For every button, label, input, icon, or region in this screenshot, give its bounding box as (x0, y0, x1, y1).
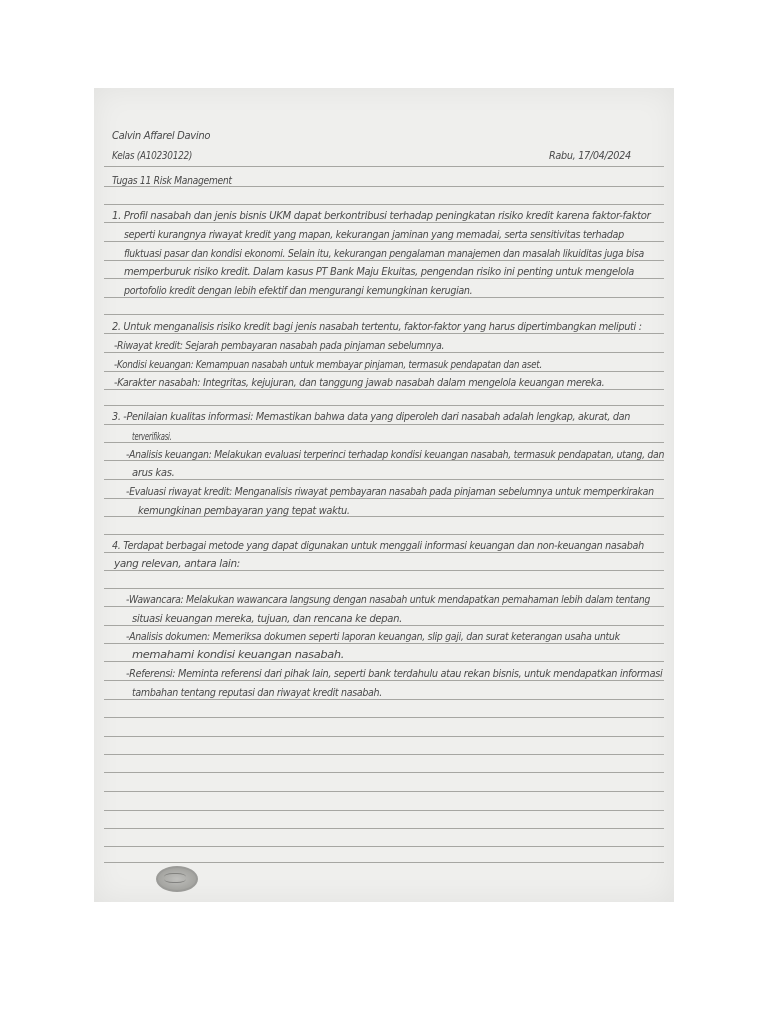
ruled-line (104, 828, 664, 829)
ruled-line (104, 791, 664, 792)
ruled-line (104, 314, 664, 315)
assignment-title: Tugas 11 Risk Management (112, 175, 232, 187)
answer-1-line-3: fluktuasi pasar dan kondisi ekonomi. Selain itu, kekurangan pengalaman manajemen dan masalah likuiditas juga bisa (124, 248, 644, 260)
ruled-line (104, 278, 664, 279)
answer-1-line-4: memperburuk risiko kredit. Dalam kasus PT Bank Maju Ekuitas, pengendan risiko ini penting untuk mengelola (124, 266, 634, 278)
ruled-line (104, 754, 664, 755)
answer-1-line-5: portofolio kredit dengan lebih efektif dan mengurangi kemungkinan kerugian. (124, 285, 473, 297)
ruled-line (104, 389, 664, 390)
paper-brand-stamp-icon (156, 866, 198, 892)
ruled-line (104, 371, 664, 372)
ruled-line (104, 772, 664, 773)
ruled-line (104, 260, 664, 261)
ruled-line (104, 625, 664, 626)
answer-3-line-1: 3. -Penilaian kualitas informasi: Memastikan bahwa data yang diperoleh dari nasabah adalah lengkap, akurat, dan (112, 411, 631, 423)
ruled-line (104, 862, 664, 863)
ruled-line (104, 241, 664, 242)
ruled-line (104, 736, 664, 737)
answer-2-line-1: 2. Untuk menganalisis risiko kredit bagi jenis nasabah tertentu, faktor-faktor yang harus dipertimbangkan meliputi : (112, 321, 642, 333)
answer-1-line-2: seperti kurangnya riwayat kredit yang mapan, kekurangan jaminan yang memadai, serta sensitivitas terhadap (124, 229, 624, 241)
ruled-line (104, 588, 664, 589)
ruled-line (104, 479, 664, 480)
ruled-line (104, 552, 664, 553)
class-id: Kelas (A10230122) (112, 150, 193, 162)
answer-4-line-3: -Wawancara: Melakukan wawancara langsung dengan nasabah untuk mendapatkan pemahaman lebih dalam tentang (126, 594, 651, 606)
ruled-line (104, 352, 664, 353)
ruled-line (104, 442, 664, 443)
ruled-line (104, 498, 664, 499)
ruled-line (104, 222, 664, 223)
answer-4-line-7: -Referensi: Meminta referensi dari pihak lain, seperti bank terdahulu atau rekan bisnis, untuk mendapatkan informasi (126, 668, 663, 680)
ruled-line (104, 204, 664, 205)
ruled-line (104, 846, 664, 847)
date: Rabu, 17/04/2024 (549, 150, 631, 162)
ruled-line (104, 699, 664, 700)
answer-2-line-4: -Karakter nasabah: Integritas, kejujuran, dan tanggung jawab nasabah dalam mengelola keuangan mereka. (114, 377, 605, 389)
notebook-page (94, 88, 674, 902)
ruled-line (104, 661, 664, 662)
student-name: Calvin Affarel Davino (112, 130, 211, 142)
ruled-line (104, 534, 664, 535)
answer-3-line-6: kemungkinan pembayaran yang tepat waktu. (138, 505, 350, 517)
answer-2-line-2: -Riwayat kredit: Sejarah pembayaran nasabah pada pinjaman sebelumnya. (114, 340, 445, 352)
answer-3-line-2: terverifikasi. (132, 431, 172, 443)
answer-4-line-1: 4. Terdapat berbagai metode yang dapat digunakan untuk menggali informasi keuangan dan non-keuangan nasabah (112, 540, 644, 552)
ruled-line (104, 424, 664, 425)
answer-4-line-4: situasi keuangan mereka, tujuan, dan rencana ke depan. (132, 613, 403, 625)
ruled-line (104, 405, 664, 406)
answer-4-line-5: -Analisis dokumen: Memeriksa dokumen seperti laporan keuangan, slip gaji, dan surat keterangan usaha untuk (126, 631, 620, 643)
ruled-line (104, 333, 664, 334)
answer-4-line-8: tambahan tentang reputasi dan riwayat kredit nasabah. (132, 687, 382, 699)
ruled-line (104, 643, 664, 644)
ruled-line (104, 606, 664, 607)
ruled-line (104, 810, 664, 811)
ruled-line (104, 680, 664, 681)
answer-2-line-3: -Kondisi keuangan: Kemampuan nasabah untuk membayar pinjaman, termasuk pendapatan dan aset. (114, 359, 542, 371)
answer-1-line-1: 1. Profil nasabah dan jenis bisnis UKM dapat berkontribusi terhadap peningkatan risiko kredit karena faktor-faktor (112, 210, 651, 222)
ruled-line (104, 570, 664, 571)
answer-4-line-6: memahami kondisi keuangan nasabah. (132, 649, 344, 661)
ruled-line (104, 297, 664, 298)
answer-3-line-4: arus kas. (132, 467, 175, 479)
answer-3-line-3: -Analisis keuangan: Melakukan evaluasi terperinci terhadap kondisi keuangan nasabah, termasuk pendapatan, utang, dan (126, 449, 665, 461)
answer-4-line-2: yang relevan, antara lain: (114, 558, 240, 570)
ruled-line (104, 166, 664, 167)
answer-3-line-5: -Evaluasi riwayat kredit: Menganalisis riwayat pembayaran nasabah pada pinjaman sebelumnya untuk memperkirakan (126, 486, 654, 498)
ruled-line (104, 717, 664, 718)
